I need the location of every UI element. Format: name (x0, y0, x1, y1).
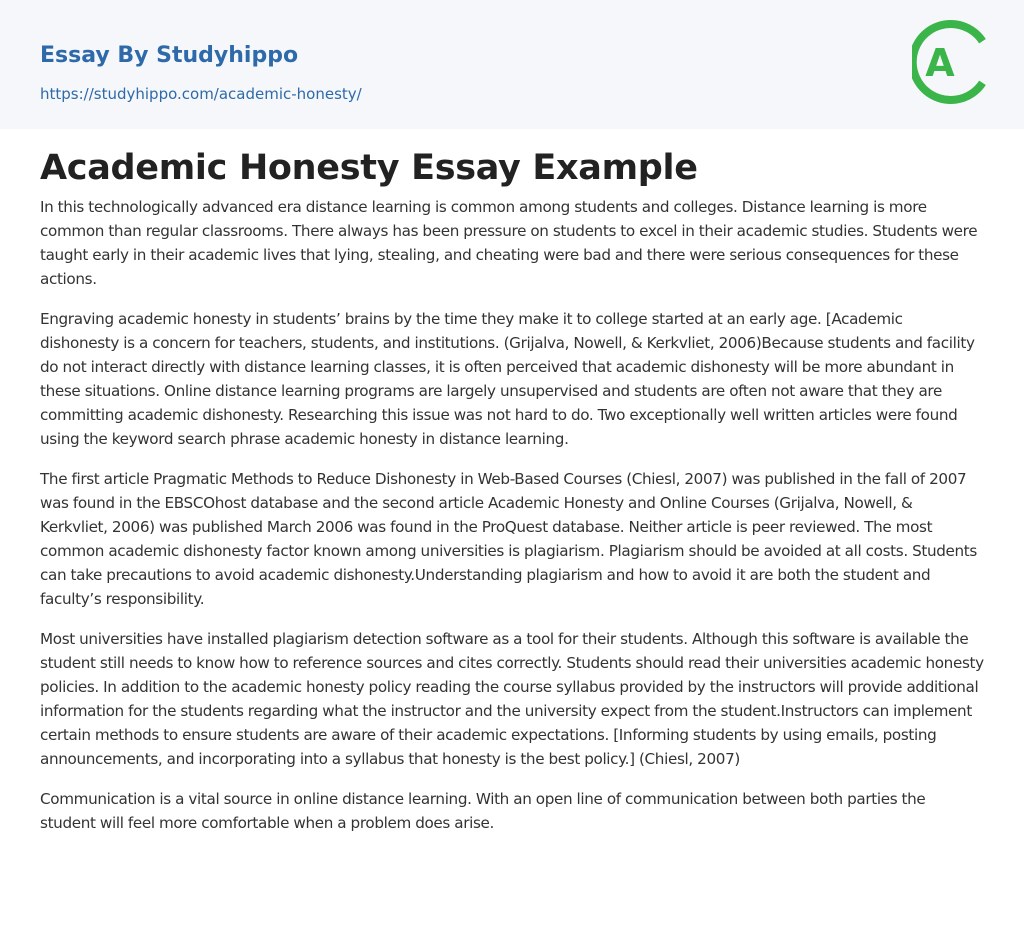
paragraph: Communication is a vital source in online distance learning. With an open line of communication between both parties the student will feel more comfortable when a problem does arise. (40, 790, 926, 832)
source-url-link[interactable]: https://studyhippo.com/academic-honesty/ (40, 85, 362, 103)
paragraph: The first article Pragmatic Methods to Reduce Dishonesty in Web-Based Courses (Chiesl, 2007) was published in the fall of 2007 was found in the EBSCOhost database and the second article Academic Honesty and Online Courses (Grijalva, Nowell, & Kerkvliet, 2006) was published March 2006 was found in the ProQuest database. Neither article is peer reviewed. The most common academic dishonesty factor known among universities is plagiarism. Plagiarism should be avoided at all costs. Students can take precautions to avoid academic dishonesty.Understanding plagiarism and how to avoid it are both the student and faculty’s responsibility. (40, 470, 977, 608)
article (0, 129, 1024, 835)
grade-a-logo-icon (912, 19, 988, 105)
page-title: Academic Honesty Essay Example (40, 148, 698, 188)
site-title: Essay By Studyhippo (40, 43, 299, 68)
logo-letter: A (925, 41, 955, 85)
paragraph: Engraving academic honesty in students’ brains by the time they make it to college started at an early age. [Academic dishonesty is a concern for teachers, students, and institutions. (Grijalva, Nowell, & Kerkvliet, 2006)Because students and facility do not interact directly with distance learning classes, it is often perceived that academic dishonesty will be more abundant in these situations. Online distance learning programs are largely unsupervised and students are often not aware that they are committing academic dishonesty. Researching this issue was not hard to do. Two exceptionally well written articles were found using the keyword search phrase academic honesty in distance learning. (40, 310, 975, 448)
site-header (0, 0, 1024, 129)
paragraph: In this technologically advanced era distance learning is common among students and colleges. Distance learning is more common than regular classrooms. There always has been pressure on students to excel in their academic studies. Students were taught early in their academic lives that lying, stealing, and cheating were bad and there were serious consequences for these actions. (40, 198, 978, 288)
paragraph: Most universities have installed plagiarism detection software as a tool for their students. Although this software is available the student still needs to know how to reference sources and cites correctly. Students should read their universities academic honesty policies. In addition to the academic honesty policy reading the course syllabus provided by the instructors will provide additional information for the students regarding what the instructor and the university expect from the student.Instructors can implement certain methods to ensure students are aware of their academic expectations. [Informing students by using emails, posting announcements, and incorporating into a syllabus that honesty is the best policy.] (Chiesl, 2007) (40, 630, 984, 768)
